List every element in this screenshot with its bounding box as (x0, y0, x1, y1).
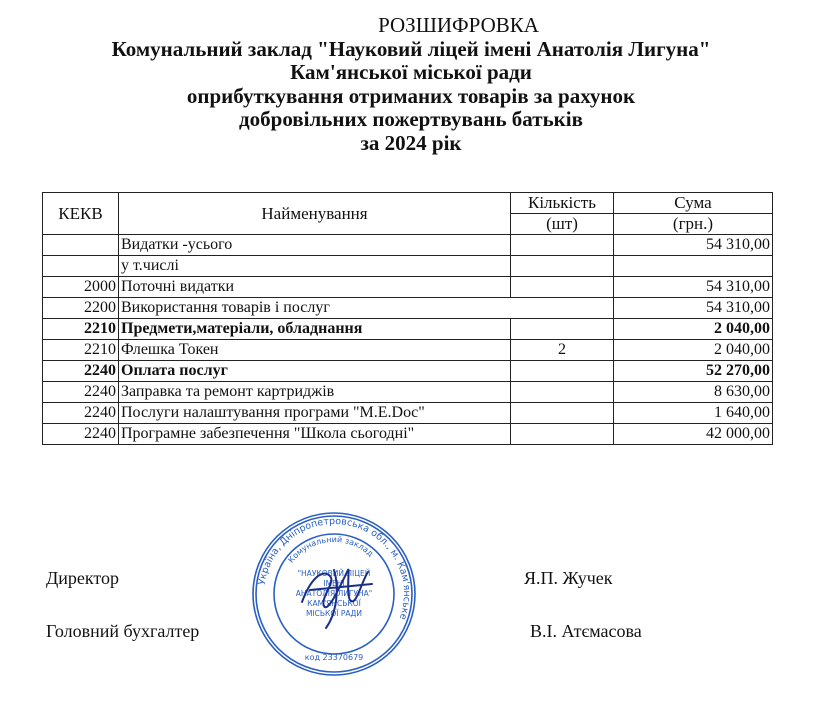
doc-subject-source: добровільних пожертвувань батьків (239, 107, 583, 131)
stamp-center-line5: МІСЬКОЇ РАДИ (305, 609, 363, 618)
table-row (43, 340, 773, 361)
row-qty (511, 235, 614, 256)
table-row (43, 361, 773, 382)
row-kekv (43, 256, 119, 277)
table-row (43, 256, 773, 277)
header-sum-unit: (грн.) (614, 214, 773, 235)
row-qty (511, 382, 614, 403)
row-kekv: 2210 (43, 340, 119, 361)
row-name: Оплата послуг (119, 361, 511, 382)
row-qty (511, 424, 614, 445)
row-sum: 52 270,00 (614, 361, 773, 382)
row-name: Програмне забезпечення "Школа сьогодні" (119, 424, 511, 445)
stamp-center-line4: КАМ'ЯНСЬКОЇ (307, 599, 361, 608)
stamp-inner-text: Комунальний заклад (286, 534, 376, 565)
document-title-block (0, 14, 822, 155)
row-sum: 2 040,00 (614, 340, 773, 361)
table-row (43, 424, 773, 445)
doc-period: за 2024 рік (360, 130, 462, 155)
accountant-name: В.І. Атємасова (530, 621, 642, 641)
row-kekv: 2210 (43, 319, 119, 340)
table-row (43, 277, 773, 298)
row-name: Предмети,матеріали, обладнання (119, 319, 511, 340)
row-sum: 54 310,00 (614, 277, 773, 298)
director-title: Директор (46, 568, 120, 588)
row-sum: 54 310,00 (614, 235, 773, 256)
row-kekv: 2240 (43, 382, 119, 403)
row-sum: 8 630,00 (614, 382, 773, 403)
row-qty (511, 403, 614, 424)
header-kekv: КЕКВ (43, 193, 119, 235)
stamp-center-line1: "НАУКОВИЙ ЛІЦЕЙ (297, 569, 371, 578)
row-name: Флешка Токен (119, 340, 511, 361)
expense-table (42, 192, 773, 445)
row-kekv: 2240 (43, 424, 119, 445)
row-kekv: 2240 (43, 361, 119, 382)
org-name: Комунальний заклад "Науковий ліцей імені Анатолія Лигуна" (111, 36, 711, 61)
stamp-center-line2: ІМЕНІ (323, 579, 345, 588)
stamp-center-line3: АНАТОЛІЯ ЛИГУНА" (295, 589, 373, 598)
table-row (43, 382, 773, 403)
row-qty (511, 256, 614, 277)
org-council: Кам'янської міської ради (290, 60, 532, 84)
row-name: у т.числі (119, 256, 511, 277)
doc-heading: РОЗШИФРОВКА (378, 13, 539, 37)
row-sum: 42 000,00 (614, 424, 773, 445)
row-sum: 1 640,00 (614, 403, 773, 424)
row-name: Послуги налаштування програми "M.E.Doc" (119, 403, 511, 424)
row-sum (614, 256, 773, 277)
row-sum: 54 310,00 (614, 298, 773, 319)
stamp-code: код 23370679 (304, 653, 364, 662)
row-name: Заправка та ремонт картриджів (119, 382, 511, 403)
row-qty (511, 361, 614, 382)
table-row (43, 235, 773, 256)
row-name: Поточні видатки (119, 277, 511, 298)
header-qty: Кількість (511, 193, 614, 214)
row-name: Використання товарів і послуг (119, 298, 614, 319)
row-qty (511, 277, 614, 298)
row-qty: 2 (511, 340, 614, 361)
row-name: Видатки -усього (119, 235, 511, 256)
accountant-title: Головний бухгалтер (46, 621, 200, 641)
row-kekv (43, 235, 119, 256)
row-kekv: 2000 (43, 277, 119, 298)
header-qty-unit: (шт) (511, 214, 614, 235)
row-sum: 2 040,00 (614, 319, 773, 340)
table-row (43, 298, 773, 319)
table-row (43, 319, 773, 340)
row-qty (511, 319, 614, 340)
director-name: Я.П. Жучек (524, 568, 613, 588)
header-sum: Сума (614, 193, 773, 214)
row-kekv: 2240 (43, 403, 119, 424)
row-kekv: 2200 (43, 298, 119, 319)
header-name: Найменування (119, 193, 511, 235)
table-row (43, 403, 773, 424)
doc-subject: оприбуткування отриманих товарів за рахунок (186, 83, 636, 108)
stamp-outer-text: Україна, Дніпропетровська обл., м. Кам'янське (256, 515, 413, 622)
official-stamp (250, 510, 418, 678)
